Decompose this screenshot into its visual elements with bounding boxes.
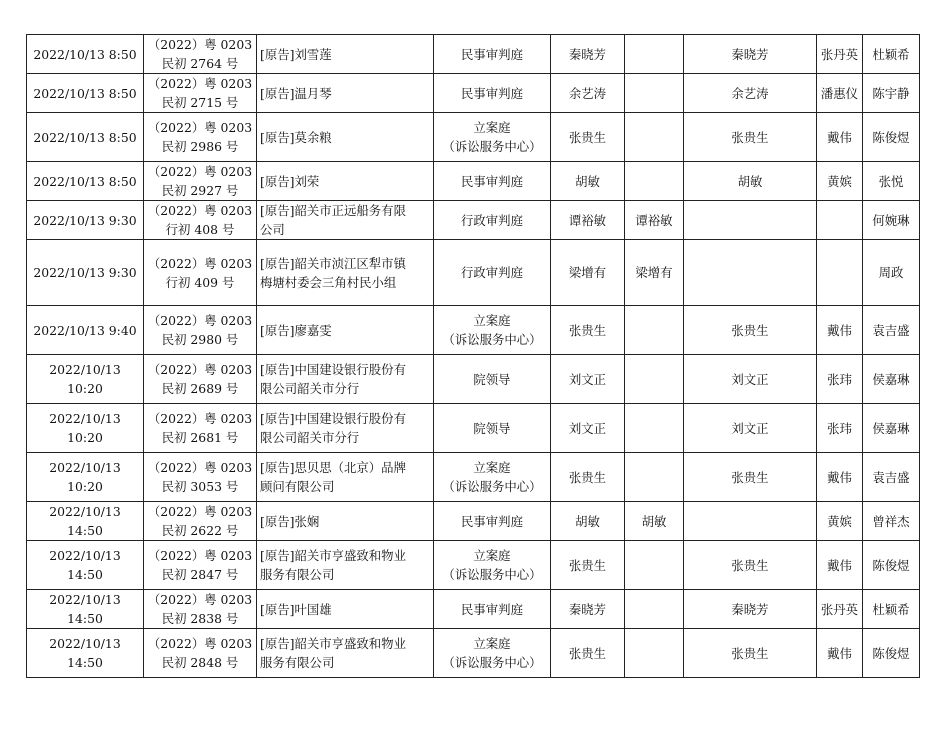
cell-presiding-judge: [684, 541, 817, 590]
table-row: [27, 201, 920, 240]
cell-datetime: [27, 162, 144, 201]
cell-tribunal-line: （诉讼服务中心）: [442, 332, 542, 347]
cell-assessor: [817, 35, 863, 74]
cell-party: [257, 629, 434, 678]
cell-tribunal: [434, 629, 551, 678]
cell-case-number: [144, 306, 257, 355]
cell-clerk: [863, 306, 920, 355]
cell-party-line: [原告]韶关市亨盛致和物业: [260, 548, 406, 563]
cell-judge: [551, 502, 625, 541]
cell-assessor: [817, 453, 863, 502]
cell-presiding-judge: [684, 404, 817, 453]
cell-case-number: [144, 74, 257, 113]
cell-assessor: [817, 502, 863, 541]
table-row: [27, 541, 920, 590]
cell-panel-member-text: 梁增有: [635, 265, 673, 280]
cell-party: [257, 355, 434, 404]
cell-tribunal-line: 立案庭: [473, 636, 511, 651]
cell-datetime-text: 2022/10/13 8:50: [33, 173, 137, 189]
cell-clerk-text: 曾祥杰: [872, 513, 910, 529]
cell-datetime-text: 2022/10/13 14:50: [49, 504, 121, 538]
cell-case-number-line: 民初 2927 号: [161, 183, 239, 198]
cell-party-line: [原告]廖嘉雯: [260, 322, 332, 338]
cell-party: [257, 35, 434, 74]
cell-tribunal-line: 院领导: [473, 420, 511, 436]
cell-presiding-judge: [684, 201, 817, 240]
cell-tribunal: [434, 306, 551, 355]
cell-assessor: [817, 629, 863, 678]
cell-case-number-line: 民初 2986 号: [161, 139, 239, 154]
cell-presiding-judge-text: 张贵生: [731, 469, 769, 485]
cell-presiding-judge: [684, 453, 817, 502]
cell-datetime-text: 2022/10/13 14:50: [49, 636, 121, 670]
cell-datetime: [27, 404, 144, 453]
cell-assessor: [817, 162, 863, 201]
cell-clerk: [863, 240, 920, 306]
cell-tribunal: [434, 201, 551, 240]
cell-case-number-line: （2022）粤 0203: [147, 636, 253, 651]
cell-clerk: [863, 74, 920, 113]
table-row: [27, 240, 920, 306]
cell-presiding-judge-text: 张贵生: [731, 645, 769, 661]
cell-case-number-line: （2022）粤 0203: [147, 504, 253, 519]
table-row: [27, 162, 920, 201]
cell-case-number-line: 民初 2681 号: [161, 430, 239, 445]
cell-datetime-text: 2022/10/13 9:30: [33, 265, 137, 280]
cell-presiding-judge-text: 张贵生: [731, 322, 769, 338]
cell-datetime: [27, 453, 144, 502]
cell-clerk-text: 陈宇静: [872, 85, 910, 101]
cell-assessor: [817, 590, 863, 629]
cell-party-line: [原告]中国建设银行股份有: [260, 411, 406, 426]
cell-presiding-judge: [684, 162, 817, 201]
cell-case-number: [144, 629, 257, 678]
cell-assessor-text: 戴伟: [827, 557, 852, 573]
cell-assessor: [817, 240, 863, 306]
cell-tribunal: [434, 113, 551, 162]
cell-panel-member: [625, 306, 684, 355]
cell-tribunal: [434, 74, 551, 113]
cell-judge: [551, 541, 625, 590]
cell-tribunal-line: 立案庭: [473, 460, 511, 475]
cell-tribunal-line: 民事审判庭: [461, 601, 523, 617]
cell-case-number-line: （2022）粤 0203: [147, 460, 253, 475]
cell-panel-member: [625, 404, 684, 453]
cell-presiding-judge-text: 余艺涛: [731, 85, 769, 101]
cell-case-number: [144, 453, 257, 502]
cell-party-line: [原告]韶关市浈江区犁市镇: [260, 255, 406, 271]
cell-judge: [551, 306, 625, 355]
cell-tribunal: [434, 162, 551, 201]
cell-datetime: [27, 355, 144, 404]
cell-tribunal: [434, 502, 551, 541]
cell-case-number-line: 民初 2848 号: [161, 655, 239, 670]
cell-panel-member-text: 谭裕敏: [635, 212, 673, 228]
cell-assessor-text: 黄嫔: [827, 173, 852, 189]
cell-assessor: [817, 355, 863, 404]
cell-tribunal-line: （诉讼服务中心）: [442, 567, 542, 582]
cell-tribunal-line: （诉讼服务中心）: [442, 139, 542, 154]
cell-party: [257, 113, 434, 162]
cell-datetime-text: 2022/10/13 8:50: [33, 85, 137, 101]
cell-case-number: [144, 590, 257, 629]
cell-datetime-text: 2022/10/13 14:50: [49, 592, 121, 626]
cell-tribunal: [434, 541, 551, 590]
cell-datetime: [27, 113, 144, 162]
cell-tribunal-line: 民事审判庭: [461, 173, 523, 189]
cell-judge-text: 刘文正: [568, 420, 607, 436]
cell-datetime-text: 2022/10/13 10:20: [49, 362, 121, 396]
cell-case-number-line: （2022）粤 0203: [147, 76, 253, 91]
cell-presiding-judge: [684, 35, 817, 74]
cell-panel-member: [625, 113, 684, 162]
cell-case-number: [144, 35, 257, 74]
cell-clerk: [863, 590, 920, 629]
cell-clerk-text: 陈俊煜: [872, 557, 910, 573]
cell-judge-text: 张贵生: [568, 469, 607, 485]
cell-judge: [551, 629, 625, 678]
cell-assessor: [817, 74, 863, 113]
cell-assessor-text: 戴伟: [827, 645, 852, 661]
cell-datetime-text: 2022/10/13 10:20: [49, 411, 121, 445]
cell-judge-text: 胡敏: [575, 173, 600, 189]
cell-party-line: [原告]刘雪莲: [260, 46, 332, 62]
cell-tribunal-line: 民事审判庭: [461, 513, 523, 529]
cell-clerk-text: 袁吉盛: [872, 322, 910, 338]
cell-clerk: [863, 502, 920, 541]
cell-case-number: [144, 240, 257, 306]
cell-datetime-text: 2022/10/13 9:30: [33, 212, 137, 228]
cell-tribunal-line: 院领导: [473, 371, 511, 387]
cell-party-line: [原告]韶关市正远船务有限: [260, 203, 406, 218]
cell-party: [257, 240, 434, 306]
cell-datetime: [27, 629, 144, 678]
cell-party-line: [原告]刘荣: [260, 173, 320, 189]
cell-clerk: [863, 453, 920, 502]
cell-party-line: [原告]莫余粮: [260, 129, 332, 145]
cell-panel-member: [625, 35, 684, 74]
cell-datetime-text: 2022/10/13 8:50: [33, 129, 137, 145]
cell-case-number-line: （2022）粤 0203: [147, 37, 253, 52]
cell-party-line: 服务有限公司: [260, 655, 335, 670]
cell-party-line: 限公司韶关市分行: [260, 430, 360, 445]
cell-case-number: [144, 113, 257, 162]
cell-judge-text: 张贵生: [568, 557, 607, 573]
cell-tribunal-line: 民事审判庭: [461, 85, 523, 101]
cell-assessor-text: 潘惠仪: [820, 85, 859, 101]
cell-judge-text: 秦晓芳: [568, 46, 607, 62]
table-row: [27, 35, 920, 74]
cell-assessor-text: 张玮: [827, 371, 852, 387]
cell-judge-text: 张贵生: [568, 129, 607, 145]
cell-datetime: [27, 502, 144, 541]
cell-party-line: [原告]韶关市亨盛致和物业: [260, 636, 406, 651]
cell-presiding-judge: [684, 240, 817, 306]
cell-clerk-text: 侯嘉琳: [872, 420, 910, 436]
cell-clerk: [863, 201, 920, 240]
cell-datetime: [27, 35, 144, 74]
cell-panel-member: [625, 355, 684, 404]
cell-tribunal: [434, 240, 551, 306]
cell-judge-text: 谭裕敏: [568, 212, 607, 228]
cell-case-number-line: 民初 2715 号: [161, 95, 239, 110]
table-row: [27, 590, 920, 629]
cell-judge-text: 张贵生: [568, 322, 607, 338]
cell-party: [257, 201, 434, 240]
cell-clerk: [863, 355, 920, 404]
cell-judge-text: 刘文正: [568, 371, 607, 387]
cell-party-line: [原告]叶国雄: [260, 601, 332, 617]
cell-datetime: [27, 201, 144, 240]
cell-datetime-text: 2022/10/13 9:40: [33, 322, 137, 338]
cell-tribunal-line: 立案庭: [473, 120, 511, 135]
cell-judge: [551, 35, 625, 74]
cell-assessor: [817, 113, 863, 162]
cell-assessor-text: 戴伟: [827, 129, 852, 145]
cell-presiding-judge-text: 刘文正: [731, 371, 769, 387]
cell-case-number: [144, 502, 257, 541]
cell-judge: [551, 355, 625, 404]
cell-clerk: [863, 629, 920, 678]
table-row: [27, 113, 920, 162]
cell-judge-text: 张贵生: [568, 645, 607, 661]
cell-tribunal: [434, 404, 551, 453]
cell-party-line: [原告]中国建设银行股份有: [260, 362, 406, 377]
table-row: [27, 453, 920, 502]
cell-judge: [551, 162, 625, 201]
cell-clerk: [863, 113, 920, 162]
cell-case-number: [144, 355, 257, 404]
table-row: [27, 306, 920, 355]
cell-datetime-text: 2022/10/13 10:20: [49, 460, 121, 494]
cell-datetime-text: 2022/10/13 14:50: [49, 548, 121, 582]
table-row: [27, 629, 920, 678]
cell-case-number-line: 行初 409 号: [165, 274, 235, 290]
cell-case-number-line: （2022）粤 0203: [147, 362, 253, 377]
cell-case-number-line: 民初 2847 号: [161, 567, 239, 582]
schedule-body: [27, 35, 920, 678]
cell-party-line: 顾问有限公司: [260, 479, 335, 494]
cell-presiding-judge-text: 秦晓芳: [731, 601, 769, 617]
cell-judge-text: 梁增有: [568, 265, 607, 280]
cell-tribunal: [434, 453, 551, 502]
cell-presiding-judge-text: 刘文正: [731, 420, 769, 436]
cell-party-line: 服务有限公司: [260, 567, 335, 582]
cell-party: [257, 453, 434, 502]
cell-judge-text: 秦晓芳: [568, 601, 607, 617]
cell-panel-member: [625, 629, 684, 678]
cell-judge-text: 余艺涛: [568, 85, 607, 101]
cell-judge-text: 胡敏: [575, 513, 600, 529]
cell-party-line: 公司: [260, 222, 285, 237]
hearing-schedule-table: [26, 34, 920, 678]
cell-case-number-line: 民初 3053 号: [161, 479, 239, 494]
cell-case-number-line: （2022）粤 0203: [147, 592, 253, 607]
cell-judge: [551, 201, 625, 240]
cell-case-number-line: 民初 2764 号: [161, 56, 239, 71]
cell-presiding-judge: [684, 502, 817, 541]
cell-clerk: [863, 404, 920, 453]
cell-clerk-text: 陈俊煜: [872, 645, 910, 661]
cell-case-number-line: （2022）粤 0203: [147, 203, 253, 218]
cell-presiding-judge: [684, 590, 817, 629]
cell-clerk: [863, 541, 920, 590]
cell-panel-member: [625, 162, 684, 201]
table-row: [27, 404, 920, 453]
cell-assessor: [817, 541, 863, 590]
cell-tribunal-line: 民事审判庭: [461, 46, 523, 62]
cell-presiding-judge-text: 秦晓芳: [731, 46, 769, 62]
cell-party-line: 限公司韶关市分行: [260, 381, 360, 396]
cell-clerk-text: 袁吉盛: [872, 469, 910, 485]
cell-presiding-judge-text: 张贵生: [731, 129, 769, 145]
cell-panel-member: [625, 74, 684, 113]
cell-tribunal: [434, 590, 551, 629]
cell-party: [257, 541, 434, 590]
cell-tribunal: [434, 355, 551, 404]
table-row: [27, 74, 920, 113]
cell-case-number-line: （2022）粤 0203: [147, 548, 253, 563]
cell-presiding-judge-text: 胡敏: [737, 173, 763, 189]
cell-judge: [551, 590, 625, 629]
cell-panel-member-text: 胡敏: [641, 513, 667, 529]
cell-tribunal-line: 立案庭: [473, 548, 511, 563]
cell-assessor: [817, 201, 863, 240]
cell-panel-member: [625, 590, 684, 629]
cell-clerk-text: 张悦: [878, 173, 904, 189]
cell-judge: [551, 240, 625, 306]
cell-party: [257, 404, 434, 453]
cell-party: [257, 162, 434, 201]
cell-presiding-judge: [684, 74, 817, 113]
cell-assessor: [817, 306, 863, 355]
cell-panel-member: [625, 240, 684, 306]
cell-case-number-line: （2022）粤 0203: [147, 255, 253, 271]
table-row: [27, 502, 920, 541]
cell-assessor-text: 黄嫔: [827, 513, 852, 529]
cell-party-line: [原告]温月琴: [260, 85, 332, 101]
cell-party: [257, 502, 434, 541]
cell-case-number: [144, 162, 257, 201]
cell-panel-member: [625, 201, 684, 240]
cell-presiding-judge: [684, 629, 817, 678]
cell-case-number-line: 行初 408 号: [165, 222, 235, 237]
cell-clerk-text: 何婉琳: [872, 212, 910, 228]
cell-datetime: [27, 306, 144, 355]
cell-party: [257, 590, 434, 629]
cell-case-number-line: （2022）粤 0203: [147, 313, 253, 328]
cell-clerk-text: 杜颖希: [872, 46, 910, 62]
cell-assessor-text: 张玮: [827, 420, 852, 436]
cell-tribunal: [434, 35, 551, 74]
cell-presiding-judge-text: 张贵生: [731, 557, 769, 573]
cell-clerk-text: 陈俊煜: [872, 129, 910, 145]
cell-case-number-line: （2022）粤 0203: [147, 120, 253, 135]
cell-tribunal-line: （诉讼服务中心）: [442, 479, 542, 494]
cell-tribunal-line: 立案庭: [473, 313, 511, 328]
cell-clerk: [863, 35, 920, 74]
cell-tribunal-line: 行政审判庭: [461, 265, 523, 280]
cell-case-number-line: （2022）粤 0203: [147, 411, 253, 426]
cell-tribunal-line: 行政审判庭: [461, 212, 523, 228]
cell-case-number: [144, 404, 257, 453]
cell-clerk-text: 杜颖希: [872, 601, 910, 617]
cell-panel-member: [625, 502, 684, 541]
cell-judge: [551, 113, 625, 162]
cell-assessor-text: 张丹英: [820, 46, 859, 62]
cell-datetime: [27, 74, 144, 113]
cell-case-number-line: 民初 2689 号: [161, 381, 239, 396]
cell-case-number: [144, 541, 257, 590]
cell-case-number-line: 民初 2622 号: [161, 523, 239, 538]
cell-presiding-judge: [684, 113, 817, 162]
cell-case-number-line: 民初 2980 号: [161, 332, 239, 347]
cell-party: [257, 306, 434, 355]
cell-assessor: [817, 404, 863, 453]
cell-clerk: [863, 162, 920, 201]
cell-assessor-text: 戴伟: [827, 322, 852, 338]
cell-case-number-line: （2022）粤 0203: [147, 164, 253, 179]
cell-party: [257, 74, 434, 113]
cell-datetime: [27, 590, 144, 629]
table-row: [27, 355, 920, 404]
cell-panel-member: [625, 453, 684, 502]
cell-assessor-text: 张丹英: [820, 601, 859, 617]
cell-presiding-judge: [684, 306, 817, 355]
cell-datetime: [27, 541, 144, 590]
cell-clerk-text: 侯嘉琳: [872, 371, 910, 387]
cell-tribunal-line: （诉讼服务中心）: [442, 655, 542, 670]
cell-judge: [551, 74, 625, 113]
cell-datetime: [27, 240, 144, 306]
cell-case-number: [144, 201, 257, 240]
cell-party-line: 梅塘村委会三角村民小组: [260, 274, 397, 290]
cell-presiding-judge: [684, 355, 817, 404]
cell-panel-member: [625, 541, 684, 590]
cell-datetime-text: 2022/10/13 8:50: [33, 46, 137, 62]
cell-assessor-text: 戴伟: [827, 469, 852, 485]
cell-party-line: [原告]张娴: [260, 513, 320, 529]
cell-judge: [551, 404, 625, 453]
cell-judge: [551, 453, 625, 502]
cell-case-number-line: 民初 2838 号: [161, 611, 239, 626]
cell-party-line: [原告]思贝思（北京）品牌: [260, 460, 406, 475]
cell-clerk-text: 周政: [878, 265, 904, 280]
